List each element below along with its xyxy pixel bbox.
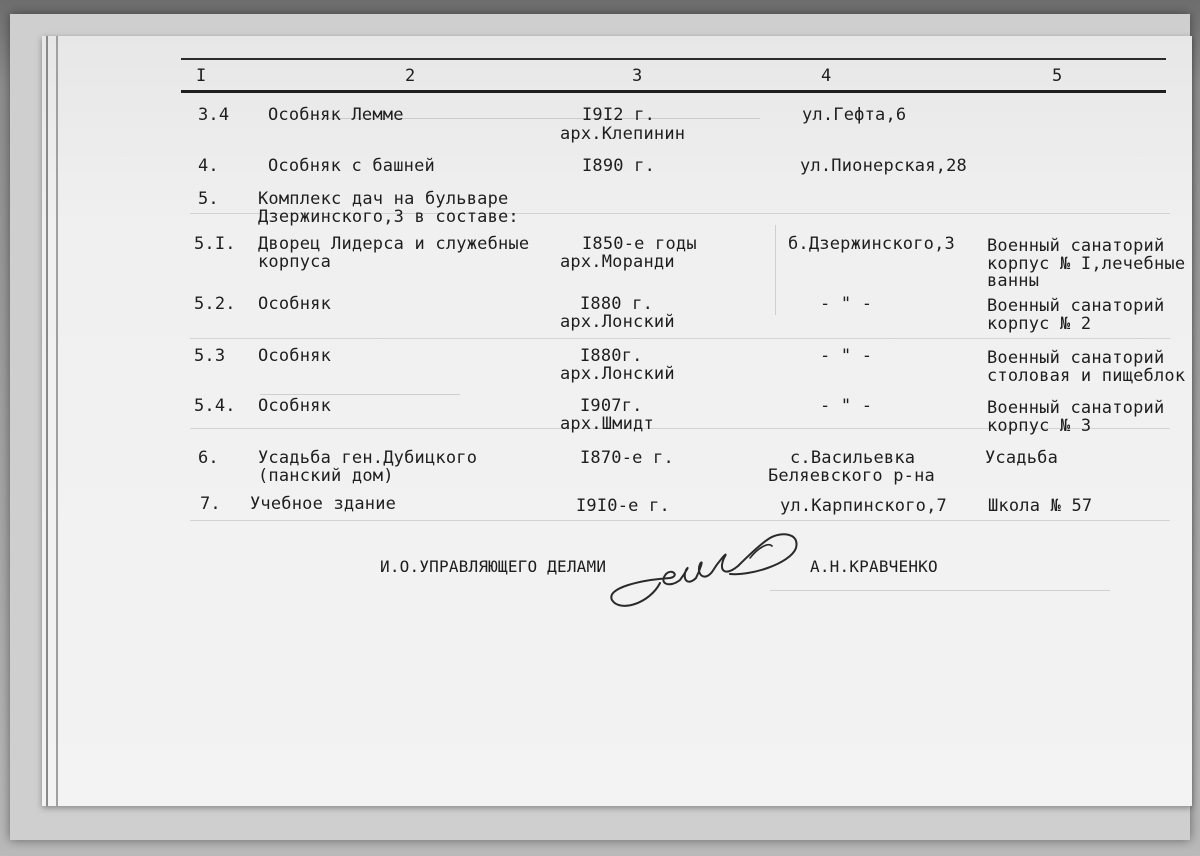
monument-architect: арх.Клепинин — [560, 124, 686, 144]
monument-name: Особняк — [258, 346, 332, 366]
monument-name: Особняк — [258, 294, 332, 314]
monument-architect: арх.Моранди — [560, 252, 675, 272]
binding-line — [46, 36, 48, 806]
row-number: 6. — [198, 448, 219, 468]
monument-address: ул.Гефта,6 — [802, 105, 907, 125]
monument-date: I870-е г. — [580, 448, 674, 468]
bleed-through-rule — [190, 520, 1170, 521]
row-number: 5.4. — [194, 396, 236, 416]
current-use: Военный санаторий — [987, 398, 1165, 418]
monument-name-line2: (панский дом) — [258, 466, 394, 486]
row-number: 5. — [198, 189, 219, 209]
column-header-2: 2 — [405, 66, 416, 86]
binding-line — [56, 36, 58, 806]
monument-name-line2: корпуса — [258, 252, 332, 272]
monument-architect: арх.Лонский — [560, 364, 675, 384]
monument-name-line2: Дзержинского,3 в составе: — [258, 207, 519, 227]
monument-address: - " - — [820, 294, 873, 314]
current-use-line2: корпус № I,лечебные — [987, 254, 1186, 274]
monument-address: - " - — [820, 396, 873, 416]
current-use: Школа № 57 — [988, 496, 1093, 516]
monument-architect: арх.Шмидт — [560, 414, 654, 434]
current-use: Военный санаторий — [987, 348, 1165, 368]
row-number: 5.I. — [194, 234, 236, 254]
monument-date: I880г. — [580, 346, 643, 366]
monument-date: I9I0-е г. — [576, 496, 670, 516]
current-use: Военный санаторий — [987, 236, 1165, 256]
top-rule — [181, 58, 1166, 60]
monument-date: I9I2 г. — [582, 105, 656, 125]
bleed-through-rule — [190, 338, 1170, 339]
current-use: Усадьба — [985, 448, 1059, 468]
monument-architect: арх.Лонский — [560, 312, 675, 332]
row-number: 7. — [200, 494, 221, 514]
signatory-title: И.О.УПРАВЛЯЮЩЕГО ДЕЛАМИ — [380, 557, 607, 576]
row-number: 4. — [198, 156, 219, 176]
monument-name: Особняк с башней — [268, 156, 435, 176]
current-use-line3: ванны — [987, 271, 1040, 291]
monument-name: Учебное здание — [250, 494, 397, 514]
monument-date: I890 г. — [582, 156, 656, 176]
monument-address: ул.Карпинского,7 — [780, 496, 947, 516]
monument-address-line2: Беляевского р-на — [768, 466, 935, 486]
monument-date: I907г. — [580, 396, 643, 416]
column-header-4: 4 — [821, 66, 832, 86]
monument-date: I880 г. — [580, 294, 654, 314]
column-header-1: I — [196, 66, 207, 86]
row-number: 3.4 — [198, 105, 230, 125]
current-use-line2: корпус № 3 — [987, 416, 1092, 436]
monument-name: Особняк Лемме — [268, 105, 404, 125]
row-number: 5.3 — [194, 346, 226, 366]
handwritten-signature — [600, 528, 840, 618]
monument-name: Комплекс дач на бульваре — [258, 189, 509, 209]
monument-name: Особняк — [258, 396, 332, 416]
column-header-3: 3 — [632, 66, 643, 86]
current-use-line2: корпус № 2 — [987, 314, 1092, 334]
monument-date: I850-е годы — [582, 234, 697, 254]
current-use-line2: столовая и пищеблок — [987, 366, 1186, 386]
monument-address: ул.Пионерская,28 — [800, 156, 967, 176]
monument-address: б.Дзержинского,3 — [788, 234, 955, 254]
monument-address: - " - — [820, 346, 873, 366]
current-use: Военный санаторий — [987, 296, 1165, 316]
signatory-name: А.Н.КРАВЧЕНКО — [810, 557, 938, 576]
column-header-5: 5 — [1052, 66, 1063, 86]
monument-address: с.Васильевка — [790, 448, 916, 468]
monument-name: Усадьба ген.Дубицкого — [258, 448, 478, 468]
row-number: 5.2. — [194, 294, 236, 314]
header-rule — [181, 90, 1166, 93]
monument-name: Дворец Лидерса и служебные — [258, 234, 530, 254]
